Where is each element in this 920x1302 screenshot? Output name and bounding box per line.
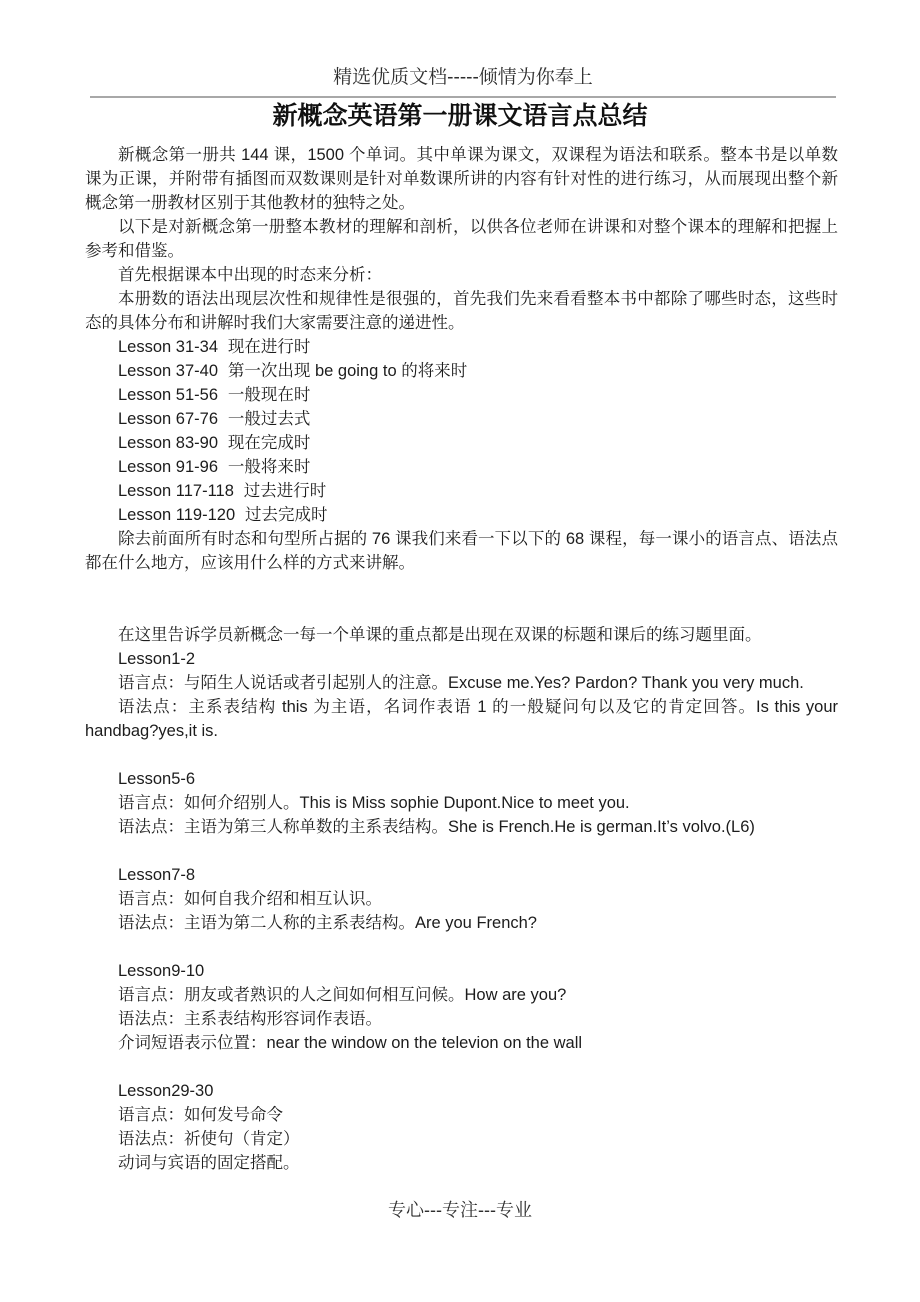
lesson-heading: Lesson7-8 <box>118 866 196 884</box>
lesson-point-line: 语法点：主语为第二人称的主系表结构。Are you French? <box>118 914 537 932</box>
lesson-range: Lesson 51-56 <box>118 386 218 404</box>
lesson-range: Lesson 67-76 <box>118 410 218 428</box>
page-header <box>90 62 836 98</box>
lesson-point-line: 语法点：主系表结构形容词作表语。 <box>118 1010 382 1028</box>
lesson-point-line: 动词与宾语的固定搭配。 <box>118 1154 300 1172</box>
lesson-point-line: 介词短语表示位置：near the window on the televion on the wall <box>118 1034 583 1052</box>
lesson-point-line: 语言点：与陌生人说话或者引起别人的注意。Excuse me.Yes? Pardon? Thank you very much. <box>118 674 804 692</box>
intro-paragraph-2: 以下是对新概念第一册整本教材的理解和剖析，以供各位老师在讲课和对整个课本的理解和把握上参考和借鉴。 <box>85 218 838 260</box>
note-paragraph: 在这里告诉学员新概念一每一个单课的重点都是出现在双课的标题和课后的练习题里面。 <box>118 626 762 644</box>
lesson-heading: Lesson5-6 <box>118 770 196 788</box>
blank-line <box>85 1055 838 1079</box>
tense-list-item <box>85 383 838 407</box>
tense-label: 现在完成时 <box>227 434 311 452</box>
blank-line <box>85 743 838 767</box>
footer-text: 专心---专注---专业 <box>388 1200 532 1220</box>
lesson-range: Lesson 119-120 <box>118 506 236 524</box>
lesson-range: Lesson 83-90 <box>118 434 218 452</box>
document-body <box>85 143 838 1175</box>
lesson-range: Lesson 91-96 <box>118 458 218 476</box>
lesson-heading: Lesson9-10 <box>118 962 205 980</box>
tense-label: 一般将来时 <box>227 458 311 476</box>
lesson-point-line: 语言点：如何发号命令 <box>118 1106 283 1124</box>
closing-paragraph: 除去前面所有时态和句型所占据的 76 课我们来看一下以下的 68 课程，每一课小的语言点、语法点都在什么地方，应该用什么样的方式来讲解。 <box>85 530 838 572</box>
lesson-point-line: 语法点：主系表结构 this 为主语，名词作表语 1 的一般疑问句以及它的肯定回答。Is this your handbag?yes,it is. <box>85 698 838 740</box>
lesson-range: Lesson 37-40 <box>118 362 218 380</box>
blank-lines <box>85 575 838 623</box>
lesson-heading: Lesson1-2 <box>118 650 196 668</box>
tense-list-item <box>85 455 838 479</box>
header-text: 精选优质文档-----倾情为你奉上 <box>333 67 593 88</box>
intro-paragraph-4: 本册数的语法出现层次性和规律性是很强的，首先我们先来看看整本书中都除了哪些时态，这些时态的具体分布和讲解时我们大家需要注意的递进性。 <box>85 290 838 332</box>
tense-label: 现在进行时 <box>227 338 311 356</box>
document-title: 新概念英语第一册课文语言点总结 <box>272 102 648 130</box>
lesson-heading: Lesson29-30 <box>118 1082 214 1100</box>
lesson-point-line: 语法点：祈使句（肯定） <box>118 1130 300 1148</box>
blank-line <box>85 839 838 863</box>
lesson-point-line: 语言点：如何介绍别人。This is Miss sophie Dupont.Nice to meet you. <box>118 794 630 812</box>
tense-label: 过去进行时 <box>243 482 327 500</box>
lesson-point-line: 语法点：主语为第三人称单数的主系表结构。She is French.He is german.It’s volvo.(L6) <box>118 818 755 836</box>
tense-list-item <box>85 503 838 527</box>
tense-label: 一般现在时 <box>227 386 311 404</box>
lesson-point-line: 语言点：朋友或者熟识的人之间如何相互问候。How are you? <box>118 986 567 1004</box>
blank-line <box>85 935 838 959</box>
tense-label: 过去完成时 <box>245 506 328 524</box>
tense-list-item <box>85 431 838 455</box>
tense-label: 第一次出现 be going to 的将来时 <box>227 362 468 380</box>
lesson-range: Lesson 31-34 <box>118 338 218 356</box>
lesson-range: Lesson 117-118 <box>118 482 234 500</box>
tense-list-item <box>85 359 838 383</box>
tense-label: 一般过去式 <box>227 410 311 428</box>
lesson-point-line: 语言点：如何自我介绍和相互认识。 <box>118 890 382 908</box>
tense-list-item <box>85 335 838 359</box>
tense-list-item <box>85 479 838 503</box>
intro-paragraph-1: 新概念第一册共 144 课，1500 个单词。其中单课为课文，双课程为语法和联系。整本书是以单数课为正课，并附带有插图而双数课则是针对单数课所讲的内容有针对性的进行练习，从而展现出整个新概念第一册教材区别于其他教材的独特之处。 <box>85 146 838 212</box>
intro-paragraph-3: 首先根据课本中出现的时态来分析： <box>118 266 382 284</box>
page-footer <box>0 1196 920 1222</box>
tense-list-item <box>85 407 838 431</box>
